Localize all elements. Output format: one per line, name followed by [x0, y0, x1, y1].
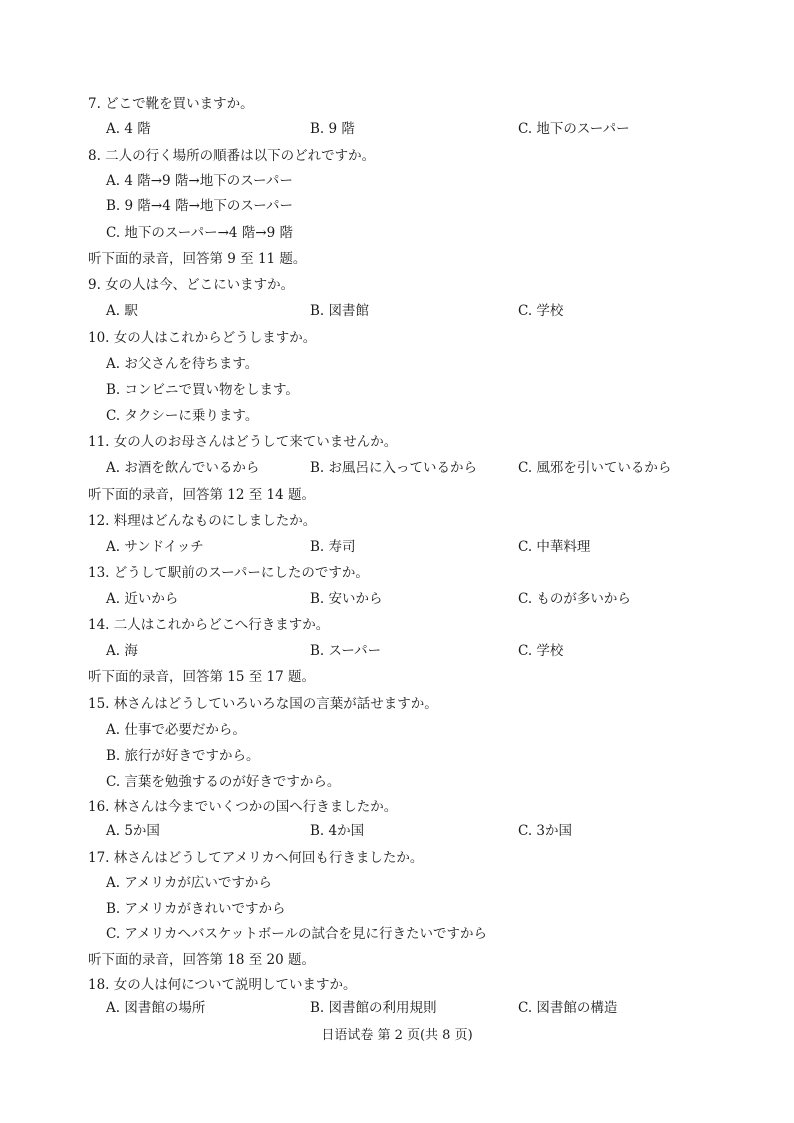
- instruction: [0, 485, 794, 505]
- option-row: [0, 746, 794, 766]
- option-a: A. 5か国: [106, 823, 160, 839]
- question-text: 12. 料理はどんなものにしましたか。: [88, 513, 317, 529]
- option-row: [0, 354, 794, 374]
- option-c: C. 3か国: [518, 823, 573, 839]
- option-b: B. 9 階→4 階→地下のスーパー: [106, 198, 294, 214]
- options-row: [0, 589, 794, 609]
- instruction: [0, 950, 794, 970]
- option-c: C. アメリカへバスケットボールの試合を見に行きたいですから: [106, 926, 488, 942]
- option-b: B. スーパー: [310, 643, 382, 659]
- options-row: [0, 458, 794, 478]
- option-row: [0, 720, 794, 740]
- option-a: A. アメリカが広いですから: [106, 875, 272, 891]
- instruction: [0, 667, 794, 687]
- option-c: C. 中華料理: [518, 539, 591, 555]
- option-c: C. 地下のスーパー: [518, 121, 630, 137]
- question-text: 18. 女の人は何について説明していますか。: [88, 977, 357, 993]
- option-c: C. 図書館の構造: [518, 1000, 618, 1016]
- question-13: [0, 563, 794, 583]
- question-18: [0, 975, 794, 995]
- option-b: B. お風呂に入っているから: [310, 460, 478, 476]
- question-text: 17. 林さんはどうしてアメリカへ何回も行きましたか。: [88, 850, 424, 866]
- option-row: [0, 899, 794, 919]
- option-a: A. 4 階: [106, 121, 151, 137]
- option-b: B. アメリカがきれいですから: [106, 901, 286, 917]
- question-text: 8. 二人の行く場所の順番は以下のどれですか。: [88, 148, 376, 164]
- instruction-text: 听下面的录音，回答第 9 至 11 题。: [88, 251, 307, 267]
- question-16: [0, 797, 794, 817]
- option-a: A. お父さんを待ちます。: [106, 356, 259, 372]
- question-text: 10. 女の人はこれからどうしますか。: [88, 330, 317, 346]
- question-10: [0, 328, 794, 348]
- option-a: A. 仕事で必要だから。: [106, 722, 246, 738]
- option-row: [0, 924, 794, 944]
- option-b: B. 安いから: [310, 591, 383, 607]
- question-11: [0, 432, 794, 452]
- question-14: [0, 615, 794, 635]
- option-c: C. 風邪を引いているから: [518, 460, 672, 476]
- option-a: A. 駅: [106, 303, 138, 319]
- option-row: [0, 171, 794, 191]
- option-b: B. コンビニで買い物をします。: [106, 382, 299, 398]
- question-text: 9. 女の人は今、どこにいますか。: [88, 277, 295, 293]
- page-footer: 日语试卷 第 2 页(共 8 页): [321, 1028, 473, 1043]
- options-row: [0, 998, 794, 1018]
- question-text: 14. 二人はこれからどこへ行きますか。: [88, 617, 330, 633]
- options-row: [0, 821, 794, 841]
- option-b: B. 寿司: [310, 539, 356, 555]
- question-7: [0, 94, 794, 114]
- option-c: C. 学校: [518, 643, 564, 659]
- option-a: A. お酒を飲んでいるから: [106, 460, 260, 476]
- question-text: 13. どうして駅前のスーパーにしたのですか。: [88, 565, 369, 581]
- option-b: B. 旅行が好きですから。: [106, 748, 260, 764]
- option-row: [0, 380, 794, 400]
- question-17: [0, 848, 794, 868]
- options-row: [0, 301, 794, 321]
- instruction-text: 听下面的录音，回答第 15 至 17 题。: [88, 669, 316, 685]
- instruction-text: 听下面的录音，回答第 12 至 14 题。: [88, 487, 316, 503]
- option-c: C. 地下のスーパー→4 階→9 階: [106, 225, 293, 241]
- option-row: [0, 873, 794, 893]
- option-a: A. 図書館の場所: [106, 1000, 206, 1016]
- options-row: [0, 641, 794, 661]
- options-row: [0, 537, 794, 557]
- option-b: B. 9 階: [310, 121, 355, 137]
- question-text: 7. どこで靴を買いますか。: [88, 96, 254, 112]
- option-a: A. 近いから: [106, 591, 179, 607]
- question-text: 16. 林さんは今までいくつかの国へ行きましたか。: [88, 799, 398, 815]
- instruction: [0, 249, 794, 269]
- option-row: [0, 196, 794, 216]
- question-9: [0, 275, 794, 295]
- option-b: B. 図書館の利用規則: [310, 1000, 437, 1016]
- option-c: C. ものが多いから: [518, 591, 631, 607]
- option-c: C. 学校: [518, 303, 564, 319]
- question-8: [0, 146, 794, 166]
- option-c: C. タクシーに乗ります。: [106, 408, 259, 424]
- option-c: C. 言葉を勉強するのが好きですから。: [106, 774, 341, 790]
- question-12: [0, 511, 794, 531]
- options-row: [0, 119, 794, 139]
- question-text: 11. 女の人のお母さんはどうして来ていませんか。: [88, 434, 398, 450]
- option-a: A. 4 階→9 階→地下のスーパー: [106, 173, 293, 189]
- question-text: 15. 林さんはどうしていろいろな国の言葉が話せますか。: [88, 696, 438, 712]
- option-b: B. 図書館: [310, 303, 370, 319]
- question-15: [0, 694, 794, 714]
- option-row: [0, 772, 794, 792]
- option-b: B. 4か国: [310, 823, 365, 839]
- option-row: [0, 223, 794, 243]
- option-a: A. サンドイッチ: [106, 539, 204, 555]
- option-row: [0, 406, 794, 426]
- option-a: A. 海: [106, 643, 138, 659]
- instruction-text: 听下面的录音，回答第 18 至 20 题。: [88, 952, 316, 968]
